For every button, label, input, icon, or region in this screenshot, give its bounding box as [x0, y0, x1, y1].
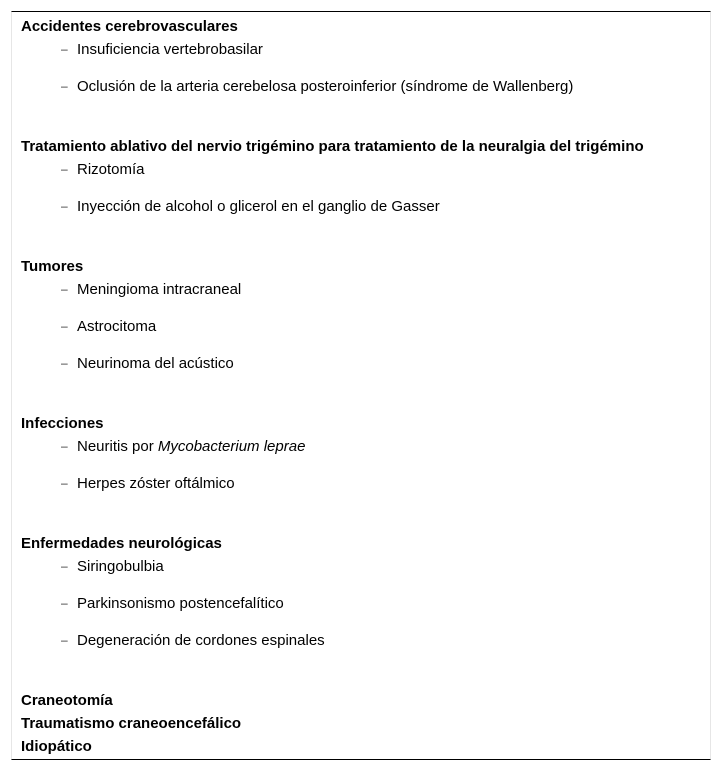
list-item: [21, 629, 706, 652]
item-text: Siringobulbia: [77, 558, 164, 575]
dash-bullet: –: [61, 282, 68, 296]
dash-bullet: –: [61, 439, 68, 453]
item-text: Rizotomía: [77, 161, 145, 178]
category-heading: Tumores: [21, 258, 84, 275]
item-list: [21, 158, 706, 218]
list-item: [21, 195, 706, 218]
list-item: [21, 555, 706, 578]
category-heading: Tratamiento ablativo del nervio trigémino para tratamiento de la neuralgia del trigémino: [21, 138, 644, 155]
category-heading: Traumatismo craneoencefálico: [21, 715, 242, 732]
list-item: [21, 472, 706, 495]
table-content: [21, 15, 706, 758]
item-list: [21, 555, 706, 652]
item-list: [21, 435, 706, 495]
dash-bullet: –: [61, 559, 68, 573]
dash-bullet: –: [61, 42, 68, 56]
list-item: [21, 352, 706, 375]
item-text: Parkinsonismo postencefalítico: [77, 595, 284, 612]
item-text: Neuritis por: [77, 438, 158, 455]
list-item: [21, 75, 706, 98]
dash-bullet: –: [61, 199, 68, 213]
group-cerebrovascular: [21, 15, 706, 98]
dash-bullet: –: [61, 319, 68, 333]
list-item: [21, 38, 706, 61]
category-heading: Enfermedades neurológicas: [21, 535, 222, 552]
item-list: [21, 278, 706, 375]
dash-bullet: –: [61, 596, 68, 610]
list-item: [21, 592, 706, 615]
item-text: Degeneración de cordones espinales: [77, 632, 325, 649]
dash-bullet: –: [61, 162, 68, 176]
group-neurological: [21, 532, 706, 652]
group-infections: [21, 412, 706, 495]
dash-bullet: –: [61, 476, 68, 490]
dash-bullet: –: [61, 356, 68, 370]
group-tumors: [21, 255, 706, 375]
item-text: Meningioma intracraneal: [77, 281, 242, 298]
category-heading: Idiopático: [21, 738, 92, 755]
standalone-causes: [21, 689, 706, 758]
item-text: Herpes zóster oftálmico: [77, 475, 235, 492]
dash-bullet: –: [61, 633, 68, 647]
item-text: Neurinoma del acústico: [77, 355, 234, 372]
category-heading: Accidentes cerebrovasculares: [21, 18, 238, 35]
list-item: [21, 278, 706, 301]
dash-bullet: –: [61, 79, 68, 93]
list-item: [21, 435, 706, 458]
category-heading: Infecciones: [21, 415, 104, 432]
list-item: [21, 315, 706, 338]
group-trigeminal-ablation: [21, 135, 706, 218]
item-text: Astrocitoma: [77, 318, 157, 335]
item-list: [21, 38, 706, 98]
organism-name: Mycobacterium leprae: [157, 438, 306, 455]
item-text: Insuficiencia vertebrobasilar: [77, 41, 263, 58]
category-heading: Craneotomía: [21, 692, 113, 709]
item-text: Oclusión de la arteria cerebelosa posteroinferior (síndrome de Wallenberg): [77, 78, 574, 95]
etiology-table: [11, 11, 711, 760]
list-item: [21, 158, 706, 181]
item-text: Inyección de alcohol o glicerol en el ganglio de Gasser: [77, 198, 440, 215]
